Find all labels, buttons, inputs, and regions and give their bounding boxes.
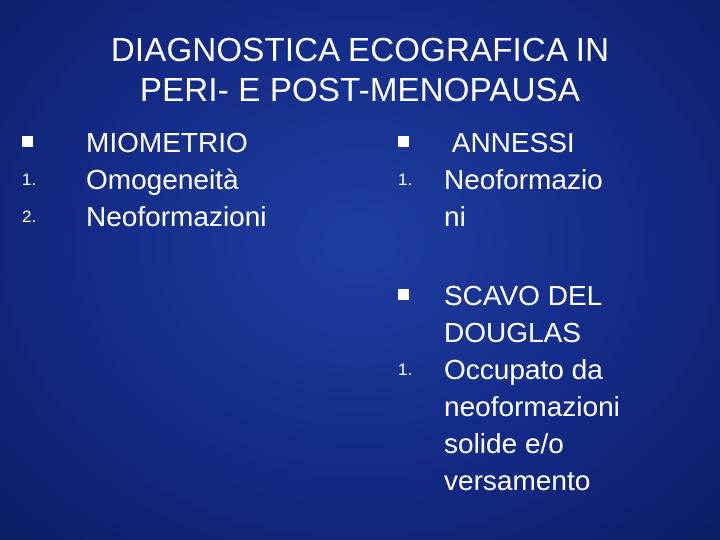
list-item-text: Neoformazio ni (444, 164, 603, 232)
list-item (398, 351, 708, 499)
miometrio-heading: MIOMETRIO (86, 127, 248, 158)
slide-title-line-2: PERI- E POST-MENOPAUSA (139, 71, 581, 108)
list-number: 2. (22, 207, 37, 226)
list-number: 1. (398, 360, 413, 379)
square-bullet-icon (22, 124, 86, 161)
left-heading-item (22, 124, 362, 161)
list-number: 1. (398, 170, 413, 189)
slide-title-line-1: DIAGNOSTICA ECOGRAFICA IN (110, 31, 610, 68)
douglas-heading-item (398, 277, 708, 351)
list-number: 1. (22, 170, 37, 189)
list-item-text: Occupato da neoformazioni solide e/o versamento (444, 354, 620, 496)
list-item (22, 161, 362, 198)
right-column (398, 124, 708, 499)
square-bullet-icon (398, 277, 444, 314)
list-item-text: Neoformazioni (86, 201, 267, 232)
list-item (22, 198, 362, 235)
annessi-heading-item (398, 124, 708, 161)
list-item-text: Omogeneità (86, 164, 239, 195)
slide-title (0, 30, 720, 110)
annessi-heading: ANNESSI (451, 127, 575, 158)
square-bullet-icon (398, 124, 444, 161)
douglas-heading: SCAVO DEL DOUGLAS (444, 280, 603, 348)
list-item (398, 161, 708, 235)
left-column (22, 124, 362, 235)
